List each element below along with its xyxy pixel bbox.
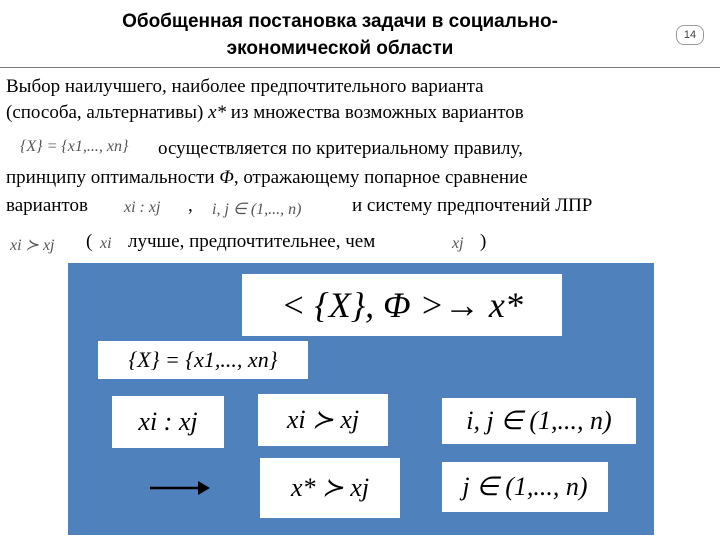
inline-index-set: i, j ∈ (1,..., n)	[212, 201, 302, 218]
body-line-4-b: , отражающему попарное сравнение	[233, 167, 528, 188]
best-preference-box: x* ≻ xj	[260, 458, 400, 518]
right-arrow-icon	[148, 478, 212, 498]
preference-box: xi ≻ xj	[258, 394, 388, 446]
main-formula-box: < {X}, Φ >→ x*	[242, 274, 562, 336]
set-formula-box: {X} = {x1,..., xn}	[98, 341, 308, 379]
index-set-box: i, j ∈ (1,..., n)	[442, 398, 636, 444]
body-line-3: осуществляется по критериальному правилу,	[158, 138, 523, 159]
inline-xj: xj	[452, 235, 464, 252]
optimal-variant-symbol: x*	[208, 102, 227, 123]
body-line-2	[6, 100, 524, 126]
body-line-6-a: (	[86, 231, 93, 252]
title-line-2: экономической области	[226, 38, 454, 59]
body-line-4-a: принципу оптимальности	[6, 167, 215, 188]
body-line-6-c: )	[480, 231, 487, 252]
inline-comparison: xi : xj	[124, 199, 161, 216]
body-line-1: Выбор наилучшего, наиболее предпочтительного варианта	[6, 76, 484, 97]
title-line-1: Обобщенная постановка задачи в социально-	[122, 11, 558, 32]
inline-xi: xi	[100, 235, 112, 252]
slide-title	[40, 8, 640, 62]
inline-preference: xi ≻ xj	[10, 237, 55, 254]
body-line-2-a: (способа, альтернативы)	[6, 102, 204, 123]
page-number-badge: 14	[676, 25, 704, 45]
body-line-4	[6, 165, 528, 191]
j-set-box: j ∈ (1,..., n)	[442, 462, 608, 512]
inline-set-formula: {X} = {x1,..., xn}	[20, 138, 129, 155]
body-line-2-b: из множества возможных вариантов	[230, 102, 524, 123]
title-divider	[0, 67, 720, 68]
body-line-6-b: лучше, предпочтительнее, чем	[128, 231, 376, 252]
phi-symbol: Φ	[219, 167, 234, 188]
body-line-5-b: и систему предпочтений ЛПР	[352, 195, 593, 216]
body-line-5-a: вариантов	[6, 195, 88, 216]
comparison-box: xi : xj	[112, 396, 224, 448]
inline-comma: ,	[188, 195, 193, 216]
